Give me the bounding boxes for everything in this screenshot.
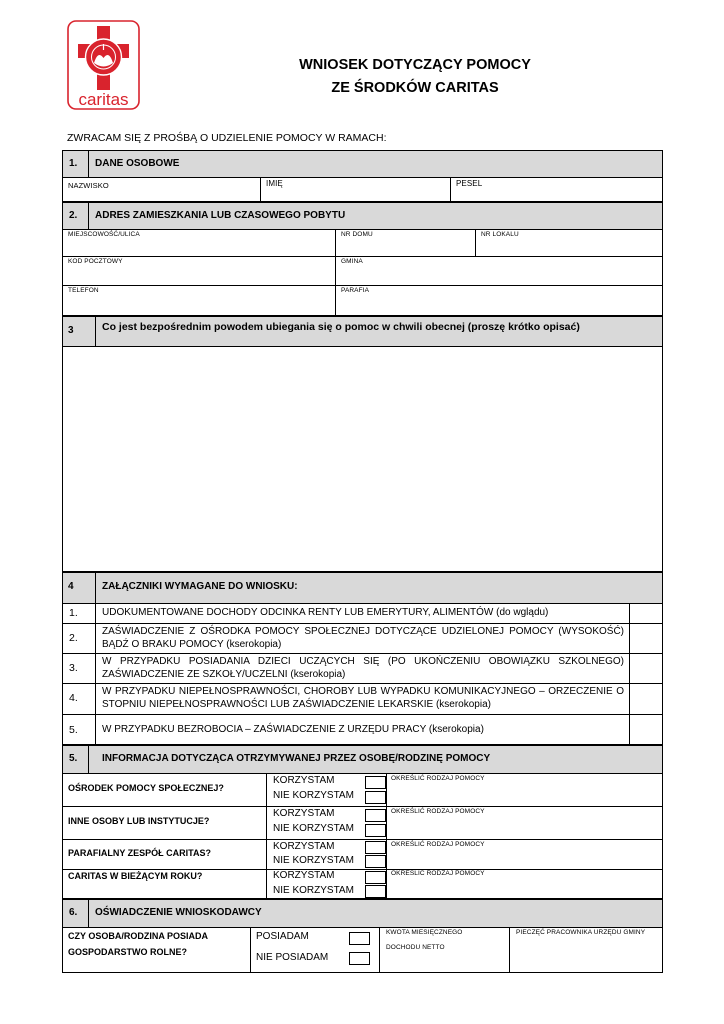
field-nr-domu[interactable]: NR DOMU (341, 231, 373, 238)
help-row-3-note[interactable]: OKREŚLIĆ RODZAJ POMOCY (391, 841, 485, 848)
attachment-4-text: W PRZYPADKU NIEPEŁNOSPRAWNOŚCI, CHOROBY LUB WYPADKU KOMUNIKACYJNEGO – ORZECZENIE O STOPNIU NIEPEŁNOSPRAWNOŚCI LUB ZAŚWIADCZENIE LEKARSKIE (kserokopia) (102, 686, 624, 710)
help-row-3-no-checkbox[interactable] (365, 855, 386, 868)
help-row-4-note[interactable]: OKREŚLIĆ RODZAJ POMOCY (391, 870, 485, 877)
intro-text: ZWRACAM SIĘ Z PROŚBĄ O UDZIELENIE POMOCY W RAMACH: (67, 132, 387, 144)
help-row-4-yes-checkbox[interactable] (365, 871, 386, 884)
attachment-4-checkbox[interactable] (630, 684, 662, 714)
farm-no-label: NIE POSIADAM (256, 952, 329, 963)
attachment-1-text: UDOKUMENTOWANE DOCHODY ODCINKA RENTY LUB EMERYTURY, ALIMENTÓW (do wglądu) (102, 607, 549, 618)
caritas-logo-icon (67, 20, 140, 110)
official-stamp-label: PIECZĘĆ PRACOWNIKA URZĘDU GMINY (516, 929, 646, 936)
help-row-1-label: OŚRODEK POMOCY SPOŁECZNEJ? (68, 783, 224, 793)
attachment-5-text: W PRZYPADKU BEZROBOCIA – ZAŚWIADCZENIE Z URZĘDU PRACY (kserokopia) (102, 724, 484, 735)
help-row-2-yes: KORZYSTAM (273, 808, 335, 819)
reason-textarea[interactable] (63, 347, 662, 571)
farm-question-line-1: CZY OSOBA/RODZINA POSIADA (68, 931, 209, 941)
help-row-2-no: NIE KORZYSTAM (273, 823, 354, 834)
help-row-4-no-checkbox[interactable] (365, 885, 386, 898)
field-parafia[interactable]: PARAFIA (341, 287, 370, 294)
farm-yes-label: POSIADAM (256, 931, 309, 942)
attachment-2-checkbox[interactable] (630, 624, 662, 653)
attachment-1-number: 1. (69, 607, 78, 619)
help-row-1-note[interactable]: OKREŚLIĆ RODZAJ POMOCY (391, 775, 485, 782)
farm-yes-checkbox[interactable] (349, 932, 370, 945)
attachment-5-checkbox[interactable] (630, 715, 662, 745)
section-5-number: 5. (69, 753, 78, 764)
farm-no-checkbox[interactable] (349, 952, 370, 965)
help-row-2-note[interactable]: OKREŚLIĆ RODZAJ POMOCY (391, 808, 485, 815)
attachment-5-number: 5. (69, 724, 78, 736)
help-row-4-label: CARITAS W BIEŻĄCYM ROKU? (68, 871, 203, 881)
logo-word: caritas (78, 90, 129, 109)
field-miejscowosc[interactable]: MIEJSCOWOŚĆ/ULICA (68, 231, 140, 238)
help-row-1-no-checkbox[interactable] (365, 791, 386, 804)
caritas-logo (67, 20, 140, 110)
help-row-1-yes: KORZYSTAM (273, 775, 335, 786)
help-row-3-yes-checkbox[interactable] (365, 841, 386, 854)
field-gmina[interactable]: GMINA (341, 258, 363, 265)
attachment-1-checkbox[interactable] (630, 604, 662, 623)
section-6-title: OŚWIADCZENIE WNIOSKODAWCY (95, 907, 262, 918)
help-row-2-yes-checkbox[interactable] (365, 809, 386, 822)
help-row-1-yes-checkbox[interactable] (365, 776, 386, 789)
section-1-title: DANE OSOBOWE (95, 158, 180, 169)
net-income-field[interactable] (380, 955, 508, 972)
section-2-number: 2. (69, 210, 78, 221)
section-2-title: ADRES ZAMIESZKANIA LUB CZASOWEGO POBYTU (95, 210, 346, 221)
attachment-3-number: 3. (69, 662, 78, 674)
attachment-2-text: ZAŚWIADCZENIE Z OŚRODKA POMOCY SPOŁECZNEJ DOTYCZĄCE UDZIELONEJ POMOCY (WYSOKOŚĆ) BĄDŹ O BRAKU POMOCY (kserokopia) (102, 626, 624, 650)
section-1-number: 1. (69, 158, 78, 169)
field-telefon[interactable]: TELEFON (68, 287, 99, 294)
field-nazwisko[interactable]: NAZWISKO (68, 181, 109, 190)
title-line-2: ZE ŚRODKÓW CARITAS (331, 80, 499, 96)
help-row-3-yes: KORZYSTAM (273, 841, 335, 852)
section-6-number: 6. (69, 907, 78, 918)
field-pesel[interactable]: PESEL (456, 179, 483, 188)
section-4-number: 4 (68, 581, 74, 592)
farm-question-line-2: GOSPODARSTWO ROLNE? (68, 947, 187, 957)
attachment-3-checkbox[interactable] (630, 654, 662, 683)
section-5-title: INFORMACJA DOTYCZĄCA OTRZYMYWANEJ PRZEZ OSOBĘ/RODZINĘ POMOCY (102, 753, 491, 764)
attachment-3-text: W PRZYPADKU POSIADANIA DZIECI UCZĄCYCH SIĘ (PO UKOŃCZENIU OBOWIĄZKU SZKOLNEGO) ZAŚWIADCZENIE ZE SZKOŁY/UCZELNI (kserokopia) (102, 656, 624, 680)
section-4-title: ZAŁĄCZNIKI WYMAGANE DO WNIOSKU: (102, 581, 298, 592)
attachment-2-number: 2. (69, 632, 78, 644)
field-kod-pocztowy[interactable]: KOD POCZTOWY (68, 258, 123, 265)
help-row-3-label: PARAFIALNY ZESPÓŁ CARITAS? (68, 848, 212, 858)
net-income-label-line-2: DOCHODU NETTO (386, 944, 445, 951)
help-row-2-no-checkbox[interactable] (365, 824, 386, 837)
help-row-4-no: NIE KORZYSTAM (273, 885, 354, 896)
help-row-1-no: NIE KORZYSTAM (273, 790, 354, 801)
title-line-1: WNIOSEK DOTYCZĄCY POMOCY (299, 57, 531, 73)
field-imie[interactable]: IMIĘ (266, 179, 283, 188)
help-row-3-no: NIE KORZYSTAM (273, 855, 354, 866)
field-nr-lokalu[interactable]: NR LOKALU (481, 231, 519, 238)
section-3-title: Co jest bezpośrednim powodem ubiegania się o pomoc w chwili obecnej (proszę krótko opisać) (102, 321, 580, 333)
attachment-4-number: 4. (69, 692, 78, 704)
net-income-label-line-1: KWOTA MIESIĘCZNEGO (386, 929, 463, 936)
help-row-2-label: INNE OSOBY LUB INSTYTUCJE? (68, 816, 210, 826)
official-stamp-field[interactable] (510, 938, 662, 972)
section-3-number: 3 (68, 325, 74, 336)
help-row-4-yes: KORZYSTAM (273, 870, 335, 881)
